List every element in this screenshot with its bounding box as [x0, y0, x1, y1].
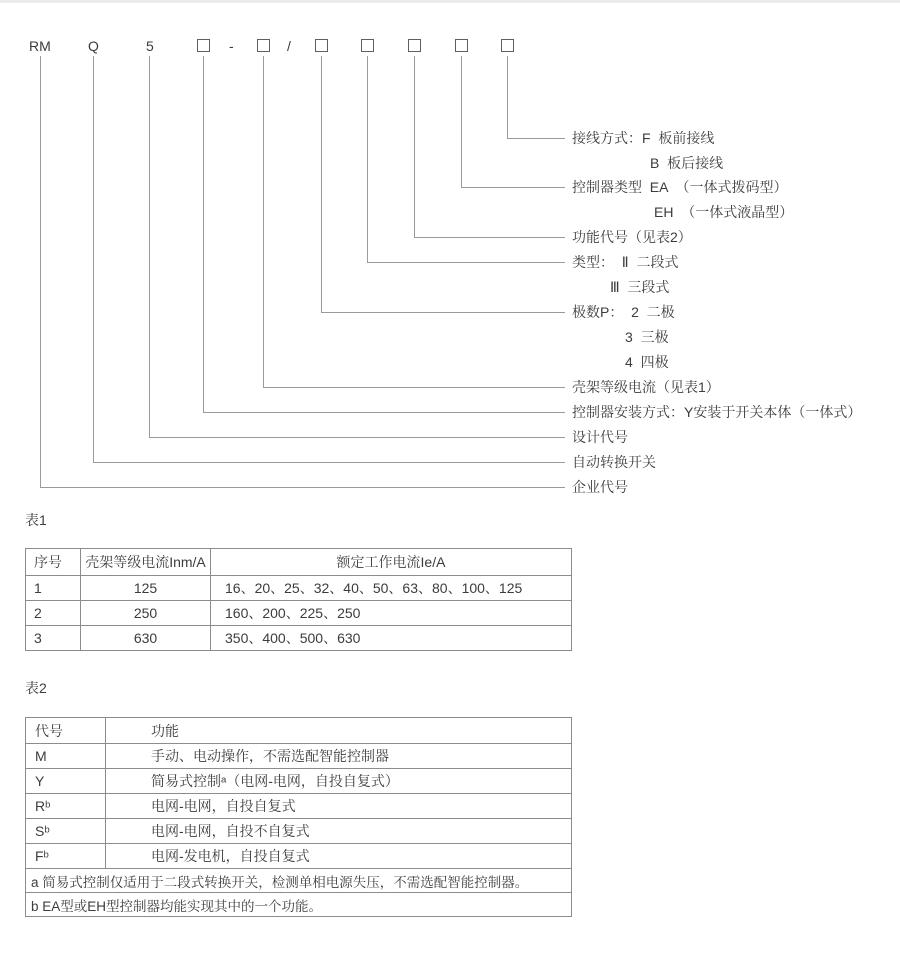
table-row [26, 819, 572, 844]
designation-label-company-code: 企业代号 [572, 479, 628, 495]
table-row [26, 769, 572, 794]
table2-cell: M [26, 744, 106, 769]
table1 [25, 548, 572, 651]
table2-cell: Fᵇ [26, 844, 106, 869]
model-code-text: 5 [146, 38, 154, 54]
table1-header-row [26, 549, 572, 576]
table2-cell: 简易式控制ᵃ（电网-电网，自投自复式） [106, 769, 572, 794]
table2-note-a: a 简易式控制仅适用于二段式转换开关，检测单相电源失压，不需选配智能控制器。 [26, 869, 572, 893]
table1-header-cell: 额定工作电流Ie/A [211, 549, 572, 576]
table2-cell: Y [26, 769, 106, 794]
table-row [26, 844, 572, 869]
table1-cell: 250 [81, 601, 211, 626]
table2-note-b: b EA型或EH型控制器均能实现其中的一个功能。 [26, 893, 572, 917]
table-row [26, 794, 572, 819]
table-row [26, 626, 572, 651]
designation-label-controller-ea: 控制器类型 EA （一体式拨码型） [572, 179, 788, 195]
table2-cell: Sᵇ [26, 819, 106, 844]
table1-cell: 630 [81, 626, 211, 651]
model-code-text: Q [88, 38, 99, 54]
designation-label-type-ii: 类型： Ⅱ 二段式 [572, 254, 679, 270]
designation-label-poles-4: 4 四极 [625, 354, 669, 370]
designation-label-wiring-b: B 板后接线 [650, 155, 724, 171]
table1-header-cell: 壳架等级电流Inm/A [81, 549, 211, 576]
table-row [26, 744, 572, 769]
designation-label-poles-2: 极数P： 2 二极 [572, 304, 675, 320]
model-code-text: - [229, 38, 234, 54]
model-code-placeholder-box [315, 39, 328, 52]
designation-label-poles-3: 3 三极 [625, 329, 669, 345]
table1-cell: 16、20、25、32、40、50、63、80、100、125 [211, 576, 572, 601]
table2-caption: 表2 [25, 680, 47, 696]
model-code-placeholder-box [361, 39, 374, 52]
designation-label-frame-current: 壳架等级电流（见表1） [572, 379, 720, 395]
model-code-placeholder-box [455, 39, 468, 52]
table2-note-row [26, 869, 572, 893]
model-code-placeholder-box [197, 39, 210, 52]
table2-cell: 电网-发电机，自投自复式 [106, 844, 572, 869]
table2-header-row [26, 718, 572, 744]
table1-cell: 1 [26, 576, 81, 601]
table-row [26, 576, 572, 601]
table1-header-cell: 序号 [26, 549, 81, 576]
table2-cell: Rᵇ [26, 794, 106, 819]
table2 [25, 717, 572, 917]
table1-cell: 3 [26, 626, 81, 651]
designation-label-controller-mount: 控制器安装方式：Y安装于开关本体（一体式） [572, 404, 862, 420]
table-row [26, 601, 572, 626]
designation-label-wiring: 接线方式：F 板前接线 [572, 130, 715, 146]
table1-cell: 2 [26, 601, 81, 626]
table2-cell: 手动、电动操作，不需选配智能控制器 [106, 744, 572, 769]
table1-caption: 表1 [25, 512, 47, 528]
table2-cell: 电网-电网，自投不自复式 [106, 819, 572, 844]
table1-cell: 160、200、225、250 [211, 601, 572, 626]
designation-label-type-iii: Ⅲ 三段式 [610, 279, 670, 295]
table1-cell: 125 [81, 576, 211, 601]
table1-cell: 350、400、500、630 [211, 626, 572, 651]
table2-note-row [26, 893, 572, 917]
designation-label-ats: 自动转换开关 [572, 454, 656, 470]
table2-header-cell: 代号 [26, 718, 106, 744]
table2-header-cell: 功能 [106, 718, 572, 744]
model-code-placeholder-box [257, 39, 270, 52]
model-code-placeholder-box [408, 39, 421, 52]
designation-label-function-code: 功能代号（见表2） [572, 229, 692, 245]
table2-cell: 电网-电网，自投自复式 [106, 794, 572, 819]
model-code-text: RM [29, 38, 51, 54]
model-code-placeholder-box [501, 39, 514, 52]
model-code-text: / [287, 38, 291, 54]
designation-label-controller-eh: EH （一体式液晶型） [654, 204, 794, 220]
designation-label-design-code: 设计代号 [572, 429, 628, 445]
